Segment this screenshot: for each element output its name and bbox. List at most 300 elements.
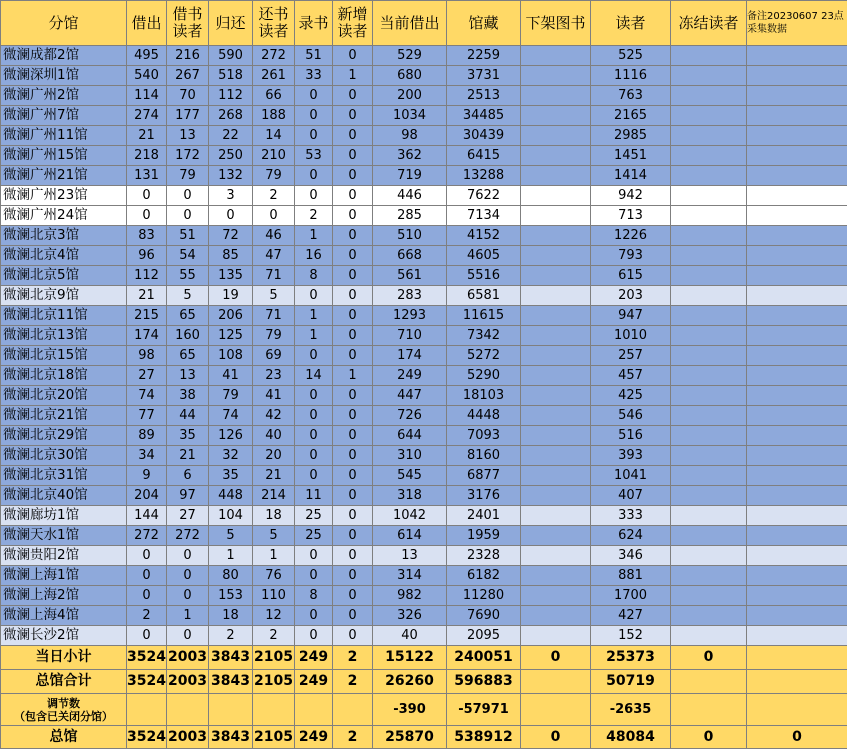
value-cell: 0 (333, 306, 373, 326)
value-cell (747, 86, 847, 106)
value-cell: 25870 (373, 726, 447, 749)
value-cell: 25 (295, 526, 333, 546)
value-cell: 126 (209, 426, 253, 446)
value-cell (671, 326, 747, 346)
value-cell: 2 (209, 626, 253, 646)
value-cell: 0 (295, 546, 333, 566)
value-cell: 0 (209, 206, 253, 226)
value-cell: 0 (333, 166, 373, 186)
value-cell: 2165 (591, 106, 671, 126)
branch-name-cell: 微澜北京30馆 (1, 446, 127, 466)
value-cell (521, 186, 591, 206)
value-cell (521, 226, 591, 246)
header-cell: 录书 (295, 1, 333, 46)
value-cell: 0 (295, 106, 333, 126)
table-row (1, 366, 847, 386)
value-cell: 6415 (447, 146, 521, 166)
value-cell: 249 (295, 646, 333, 670)
value-cell (521, 126, 591, 146)
value-cell: 200 (373, 86, 447, 106)
value-cell: 942 (591, 186, 671, 206)
value-cell: 3843 (209, 646, 253, 670)
value-cell: 0 (521, 646, 591, 670)
value-cell: 7134 (447, 206, 521, 226)
value-cell: 495 (127, 46, 167, 66)
value-cell (521, 586, 591, 606)
value-cell (747, 486, 847, 506)
value-cell: 18 (209, 606, 253, 626)
value-cell: 8 (295, 266, 333, 286)
value-cell (747, 246, 847, 266)
table-row (1, 286, 847, 306)
value-cell: 14 (253, 126, 295, 146)
value-cell: -57971 (447, 694, 521, 726)
value-cell (747, 286, 847, 306)
table-row (1, 546, 847, 566)
value-cell: 713 (591, 206, 671, 226)
summary-label-cell: 总馆合计 (1, 670, 127, 694)
value-cell (747, 146, 847, 166)
value-cell (671, 346, 747, 366)
value-cell: 35 (209, 466, 253, 486)
value-cell: 34 (127, 446, 167, 466)
table-row (1, 486, 847, 506)
value-cell (747, 646, 847, 670)
value-cell: 4152 (447, 226, 521, 246)
value-cell: 0 (295, 386, 333, 406)
value-cell: 947 (591, 306, 671, 326)
value-cell: 272 (253, 46, 295, 66)
value-cell (747, 670, 847, 694)
value-cell (521, 106, 591, 126)
value-cell: 41 (253, 386, 295, 406)
value-cell: 240051 (447, 646, 521, 670)
value-cell: 3 (209, 186, 253, 206)
value-cell: 70 (167, 86, 209, 106)
value-cell (671, 206, 747, 226)
value-cell: 982 (373, 586, 447, 606)
value-cell: 27 (167, 506, 209, 526)
value-cell: 0 (167, 586, 209, 606)
branch-name-cell: 微澜廊坊1馆 (1, 506, 127, 526)
value-cell: 0 (167, 626, 209, 646)
value-cell: 0 (333, 226, 373, 246)
value-cell (671, 146, 747, 166)
table-row (1, 406, 847, 426)
value-cell: 8 (295, 586, 333, 606)
summary-label-cell: 总馆 (1, 726, 127, 749)
value-cell: 71 (253, 306, 295, 326)
value-cell: 0 (295, 426, 333, 446)
value-cell: 4605 (447, 246, 521, 266)
value-cell: 112 (127, 266, 167, 286)
value-cell (521, 306, 591, 326)
summary-row (1, 646, 847, 670)
table-row (1, 206, 847, 226)
value-cell: 11615 (447, 306, 521, 326)
value-cell: 1 (167, 606, 209, 626)
value-cell: 0 (295, 166, 333, 186)
value-cell: 0 (167, 566, 209, 586)
value-cell (671, 306, 747, 326)
value-cell: 41 (209, 366, 253, 386)
value-cell (671, 166, 747, 186)
value-cell (747, 346, 847, 366)
value-cell (747, 186, 847, 206)
value-cell: 446 (373, 186, 447, 206)
value-cell: 326 (373, 606, 447, 626)
value-cell: 525 (591, 46, 671, 66)
value-cell (521, 670, 591, 694)
value-cell: 0 (333, 186, 373, 206)
value-cell (521, 446, 591, 466)
value-cell: 210 (253, 146, 295, 166)
value-cell: 65 (167, 346, 209, 366)
value-cell (747, 506, 847, 526)
value-cell: 79 (167, 166, 209, 186)
value-cell: 0 (333, 86, 373, 106)
value-cell: 0 (295, 126, 333, 146)
value-cell: 249 (295, 670, 333, 694)
value-cell: 318 (373, 486, 447, 506)
value-cell (747, 166, 847, 186)
value-cell (521, 146, 591, 166)
value-cell: 1 (333, 366, 373, 386)
header-row (1, 1, 847, 46)
value-cell: 3176 (447, 486, 521, 506)
value-cell: 160 (167, 326, 209, 346)
value-cell: 457 (591, 366, 671, 386)
value-cell (521, 606, 591, 626)
value-cell (671, 246, 747, 266)
value-cell: 3731 (447, 66, 521, 86)
value-cell (521, 326, 591, 346)
value-cell: 615 (591, 266, 671, 286)
value-cell: 85 (209, 246, 253, 266)
value-cell: 135 (209, 266, 253, 286)
table-row (1, 466, 847, 486)
value-cell: 314 (373, 566, 447, 586)
table-row (1, 186, 847, 206)
header-cell: 借书读者 (167, 1, 209, 46)
summary-row (1, 694, 847, 726)
value-cell: 518 (209, 66, 253, 86)
value-cell: 448 (209, 486, 253, 506)
value-cell: 1010 (591, 326, 671, 346)
value-cell: 0 (333, 126, 373, 146)
value-cell: 0 (295, 286, 333, 306)
value-cell: 13 (167, 366, 209, 386)
header-cell: 当前借出 (373, 1, 447, 46)
table-row (1, 326, 847, 346)
value-cell: 3524 (127, 646, 167, 670)
value-cell: 0 (295, 566, 333, 586)
value-cell: 21 (127, 286, 167, 306)
value-cell (333, 694, 373, 726)
value-cell: 1226 (591, 226, 671, 246)
value-cell: 77 (127, 406, 167, 426)
value-cell: 0 (167, 546, 209, 566)
value-cell: 1 (209, 546, 253, 566)
value-cell: 25373 (591, 646, 671, 670)
value-cell (671, 426, 747, 446)
value-cell: 32 (209, 446, 253, 466)
value-cell: 1 (333, 66, 373, 86)
value-cell (521, 546, 591, 566)
header-cell: 冻结读者 (671, 1, 747, 46)
value-cell (671, 670, 747, 694)
branch-name-cell: 微澜北京18馆 (1, 366, 127, 386)
value-cell: 516 (591, 426, 671, 446)
value-cell (209, 694, 253, 726)
value-cell: 3843 (209, 726, 253, 749)
value-cell: 0 (127, 186, 167, 206)
value-cell: 2 (127, 606, 167, 626)
value-cell (747, 206, 847, 226)
value-cell: 18 (253, 506, 295, 526)
value-cell (747, 66, 847, 86)
value-cell: 97 (167, 486, 209, 506)
value-cell (671, 694, 747, 726)
summary-label-cell: 当日小计 (1, 646, 127, 670)
value-cell: 0 (333, 526, 373, 546)
value-cell: 51 (295, 46, 333, 66)
value-cell: 538912 (447, 726, 521, 749)
value-cell: 53 (295, 146, 333, 166)
value-cell: 0 (747, 726, 847, 749)
value-cell (521, 566, 591, 586)
value-cell: 7690 (447, 606, 521, 626)
value-cell: 2 (333, 646, 373, 670)
value-cell: 54 (167, 246, 209, 266)
value-cell: 0 (333, 426, 373, 446)
branch-name-cell: 微澜广州21馆 (1, 166, 127, 186)
value-cell: 20 (253, 446, 295, 466)
value-cell: 51 (167, 226, 209, 246)
value-cell: 1 (295, 326, 333, 346)
value-cell: 21 (253, 466, 295, 486)
value-cell: 6877 (447, 466, 521, 486)
value-cell (295, 694, 333, 726)
value-cell: 283 (373, 286, 447, 306)
table-row (1, 626, 847, 646)
value-cell (671, 286, 747, 306)
value-cell: 1034 (373, 106, 447, 126)
value-cell: 0 (333, 146, 373, 166)
value-cell: 153 (209, 586, 253, 606)
value-cell: 710 (373, 326, 447, 346)
value-cell: 2 (333, 670, 373, 694)
value-cell: 2003 (167, 646, 209, 670)
branch-name-cell: 微澜北京13馆 (1, 326, 127, 346)
table-row (1, 126, 847, 146)
value-cell: 30439 (447, 126, 521, 146)
table-row (1, 506, 847, 526)
value-cell (521, 406, 591, 426)
value-cell (671, 126, 747, 146)
value-cell: 144 (127, 506, 167, 526)
table-row (1, 426, 847, 446)
value-cell: 177 (167, 106, 209, 126)
header-cell: 馆藏 (447, 1, 521, 46)
header-cell: 借出 (127, 1, 167, 46)
value-cell: 249 (373, 366, 447, 386)
value-cell: 2 (295, 206, 333, 226)
table-row (1, 226, 847, 246)
value-cell (747, 466, 847, 486)
value-cell: 272 (167, 526, 209, 546)
value-cell (747, 106, 847, 126)
table-row (1, 346, 847, 366)
value-cell: 726 (373, 406, 447, 426)
value-cell: 44 (167, 406, 209, 426)
value-cell (521, 206, 591, 226)
value-cell: 15122 (373, 646, 447, 670)
value-cell: 152 (591, 626, 671, 646)
branch-name-cell: 微澜长沙2馆 (1, 626, 127, 646)
value-cell: 1 (295, 226, 333, 246)
header-cell: 归还 (209, 1, 253, 46)
value-cell: -390 (373, 694, 447, 726)
value-cell: 6 (167, 466, 209, 486)
branch-name-cell: 微澜北京20馆 (1, 386, 127, 406)
value-cell: 249 (295, 726, 333, 749)
value-cell: 21 (167, 446, 209, 466)
value-cell: 19 (209, 286, 253, 306)
value-cell (747, 366, 847, 386)
header-note-cell: 备注20230607 23点采集数据 (747, 1, 847, 46)
value-cell: 11 (295, 486, 333, 506)
value-cell: 6182 (447, 566, 521, 586)
value-cell: 74 (127, 386, 167, 406)
value-cell: 0 (333, 506, 373, 526)
table-row (1, 446, 847, 466)
value-cell: 261 (253, 66, 295, 86)
value-cell: 0 (127, 626, 167, 646)
value-cell (747, 586, 847, 606)
value-cell: 172 (167, 146, 209, 166)
value-cell: 7622 (447, 186, 521, 206)
value-cell (671, 386, 747, 406)
value-cell: 0 (253, 206, 295, 226)
value-cell: 25 (295, 506, 333, 526)
value-cell: 881 (591, 566, 671, 586)
value-cell (747, 406, 847, 426)
value-cell: 3524 (127, 726, 167, 749)
value-cell (521, 386, 591, 406)
value-cell: 763 (591, 86, 671, 106)
value-cell: 510 (373, 226, 447, 246)
value-cell (521, 366, 591, 386)
value-cell (671, 186, 747, 206)
value-cell (521, 86, 591, 106)
value-cell: 2259 (447, 46, 521, 66)
branch-name-cell: 微澜北京31馆 (1, 466, 127, 486)
value-cell: 9 (127, 466, 167, 486)
value-cell: 188 (253, 106, 295, 126)
value-cell: 13 (167, 126, 209, 146)
branch-name-cell: 微澜北京9馆 (1, 286, 127, 306)
value-cell (671, 526, 747, 546)
value-cell: 1 (253, 546, 295, 566)
value-cell (747, 46, 847, 66)
value-cell: 1116 (591, 66, 671, 86)
branch-name-cell: 微澜贵阳2馆 (1, 546, 127, 566)
value-cell (521, 506, 591, 526)
branch-name-cell: 微澜北京40馆 (1, 486, 127, 506)
table-row (1, 46, 847, 66)
value-cell: 1700 (591, 586, 671, 606)
value-cell: 1041 (591, 466, 671, 486)
value-cell: 204 (127, 486, 167, 506)
value-cell: 447 (373, 386, 447, 406)
value-cell (671, 106, 747, 126)
value-cell: 50719 (591, 670, 671, 694)
value-cell (671, 46, 747, 66)
value-cell: 0 (127, 206, 167, 226)
value-cell: 174 (127, 326, 167, 346)
value-cell: 132 (209, 166, 253, 186)
value-cell: 42 (253, 406, 295, 426)
value-cell: 0 (333, 626, 373, 646)
table-row (1, 66, 847, 86)
value-cell: 21 (127, 126, 167, 146)
value-cell: 3843 (209, 670, 253, 694)
value-cell: 2 (253, 186, 295, 206)
branch-name-cell: 微澜上海4馆 (1, 606, 127, 626)
value-cell (521, 266, 591, 286)
value-cell: 4448 (447, 406, 521, 426)
value-cell (671, 506, 747, 526)
value-cell: 6581 (447, 286, 521, 306)
value-cell (521, 46, 591, 66)
branch-name-cell: 微澜北京21馆 (1, 406, 127, 426)
value-cell: 33 (295, 66, 333, 86)
value-cell: 2328 (447, 546, 521, 566)
table-row (1, 246, 847, 266)
value-cell: 14 (295, 366, 333, 386)
value-cell: 26260 (373, 670, 447, 694)
value-cell: 540 (127, 66, 167, 86)
value-cell: 250 (209, 146, 253, 166)
value-cell: 0 (333, 206, 373, 226)
table-row (1, 586, 847, 606)
table-row (1, 306, 847, 326)
value-cell: 214 (253, 486, 295, 506)
branch-name-cell: 微澜深圳1馆 (1, 66, 127, 86)
value-cell: 34485 (447, 106, 521, 126)
value-cell: 215 (127, 306, 167, 326)
value-cell: 16 (295, 246, 333, 266)
value-cell: 8160 (447, 446, 521, 466)
value-cell: 0 (333, 406, 373, 426)
table-row (1, 106, 847, 126)
value-cell: 545 (373, 466, 447, 486)
value-cell: 257 (591, 346, 671, 366)
value-cell: 1 (295, 306, 333, 326)
value-cell: 1414 (591, 166, 671, 186)
branch-name-cell: 微澜北京3馆 (1, 226, 127, 246)
value-cell: 2105 (253, 670, 295, 694)
value-cell: 0 (127, 546, 167, 566)
branch-name-cell: 微澜北京4馆 (1, 246, 127, 266)
value-cell: 362 (373, 146, 447, 166)
value-cell (671, 226, 747, 246)
value-cell (747, 566, 847, 586)
branch-name-cell: 微澜广州23馆 (1, 186, 127, 206)
branch-name-cell: 微澜北京5馆 (1, 266, 127, 286)
value-cell (671, 86, 747, 106)
